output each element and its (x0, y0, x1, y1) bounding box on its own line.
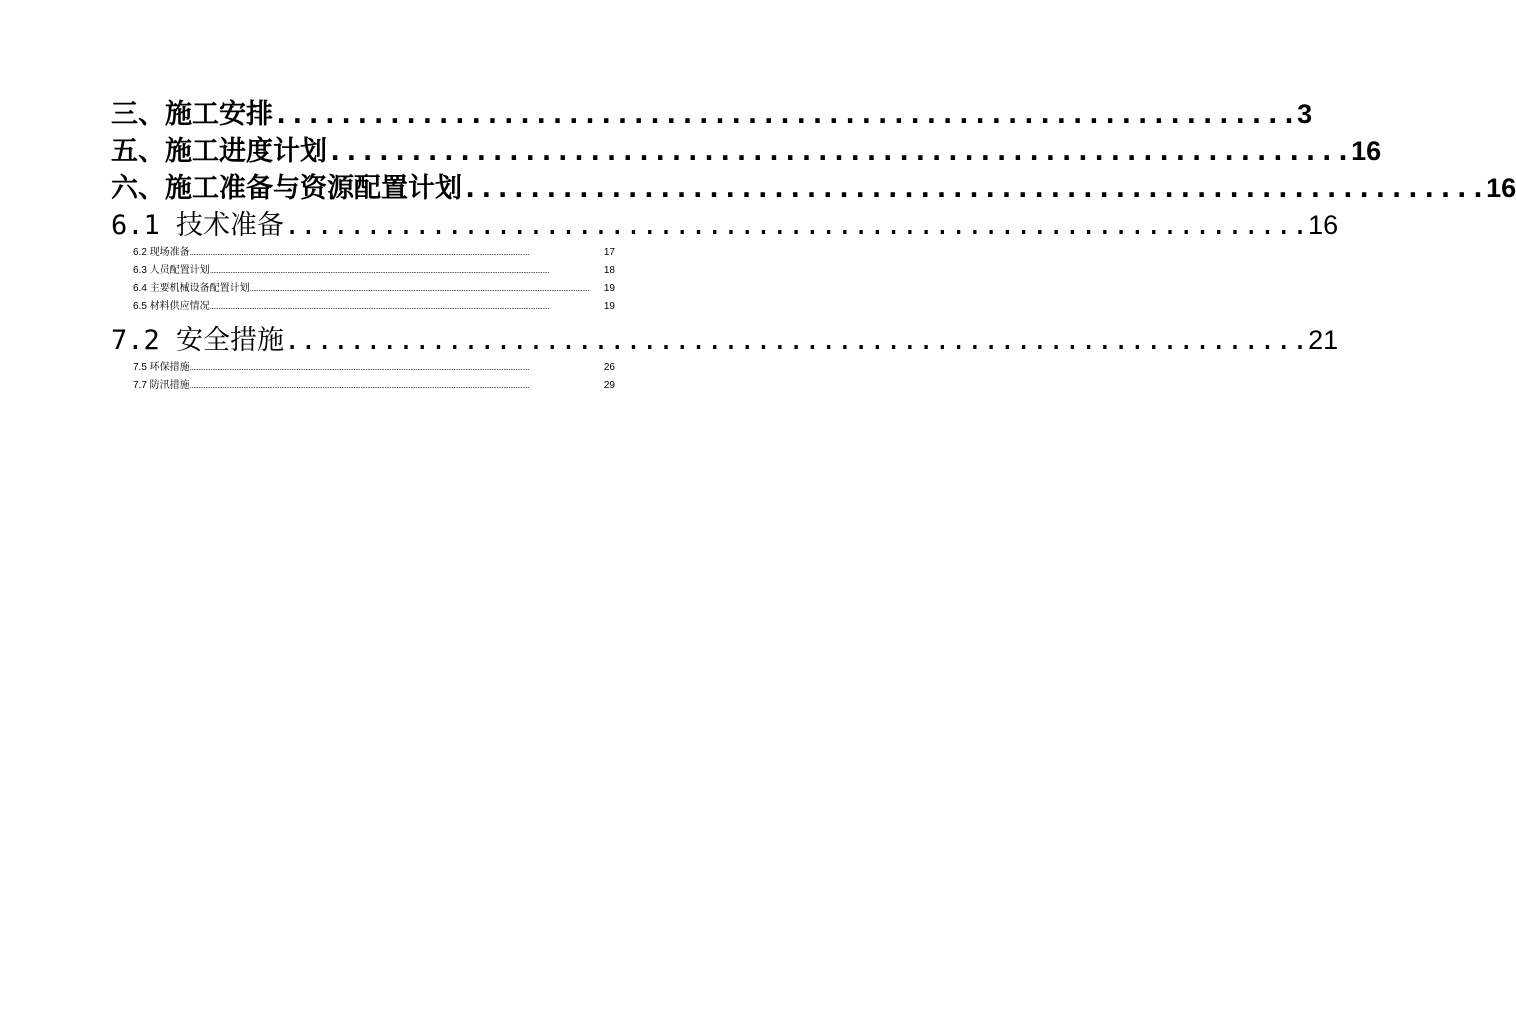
toc-entry-title: 7.7 防汛措施 (133, 380, 190, 391)
toc-entry-title: 6.1 技术准备 (111, 210, 285, 241)
toc-entry-level1[interactable] (111, 322, 1339, 359)
toc-entry-level2[interactable] (111, 359, 615, 377)
toc-entry-level1[interactable] (111, 170, 1516, 207)
toc-entry-page: 16 (1308, 210, 1339, 240)
toc-entry-page: 17 (603, 247, 615, 258)
toc-entry-title: 6.2 现场准备 (133, 247, 190, 258)
toc-entry-page: 19 (603, 301, 615, 312)
toc-entry-page: 16 (1486, 173, 1516, 203)
dot-leader: ............................................................... (327, 136, 1352, 167)
toc-entry-title: 五、施工进度计划 (111, 136, 327, 167)
dot-leader: ............................................................... (273, 99, 1298, 130)
toc-entry-level1[interactable] (111, 96, 1313, 133)
dot-leader: ............................................................... (284, 210, 1309, 241)
toc-entry-level1[interactable] (111, 133, 1382, 170)
dot-leader: ............................................................... (284, 325, 1309, 356)
dot-leader: ..................................................................................................................................................................................................... (189, 248, 530, 257)
toc-entry-level1[interactable] (111, 207, 1339, 244)
dot-leader: ..................................................................................................................................................................................................... (209, 266, 550, 275)
toc-entry-level2[interactable] (111, 244, 615, 262)
toc-entry-page: 18 (603, 265, 615, 276)
toc-entry-page: 16 (1351, 136, 1382, 166)
toc-entry-title: 6.5 材料供应情况 (133, 301, 210, 312)
toc-entry-page: 21 (1308, 325, 1339, 355)
toc-entry-level2[interactable] (111, 280, 615, 298)
toc-entry-page: 26 (603, 362, 615, 373)
toc-entry-level2[interactable] (111, 298, 615, 316)
dot-leader: ..................................................................................................................................................................................................... (209, 302, 550, 311)
toc-entry-level2[interactable] (111, 262, 615, 280)
table-of-contents (111, 96, 1516, 395)
toc-entry-page: 19 (603, 283, 615, 294)
toc-entry-title: 6.3 人员配置计划 (133, 265, 210, 276)
toc-entry-title: 7.5 环保措施 (133, 362, 190, 373)
toc-entry-title: 7.2 安全措施 (111, 325, 285, 356)
toc-entry-title: 六、施工准备与资源配置计划 (111, 173, 462, 204)
dot-leader: ..................................................................................................................................................................................................... (189, 363, 530, 372)
toc-entry-page: 29 (603, 380, 615, 391)
toc-entry-title: 三、施工安排 (111, 99, 273, 130)
toc-entry-title: 6.4 主要机械设备配置计划 (133, 283, 250, 294)
dot-leader: ..................................................................................................................................................................................................... (189, 381, 530, 390)
toc-entry-level2[interactable] (111, 377, 615, 395)
dot-leader: ............................................................... (462, 173, 1487, 204)
toc-entry-page: 3 (1297, 99, 1313, 129)
dot-leader: ..................................................................................................................................................................................................... (249, 284, 590, 293)
